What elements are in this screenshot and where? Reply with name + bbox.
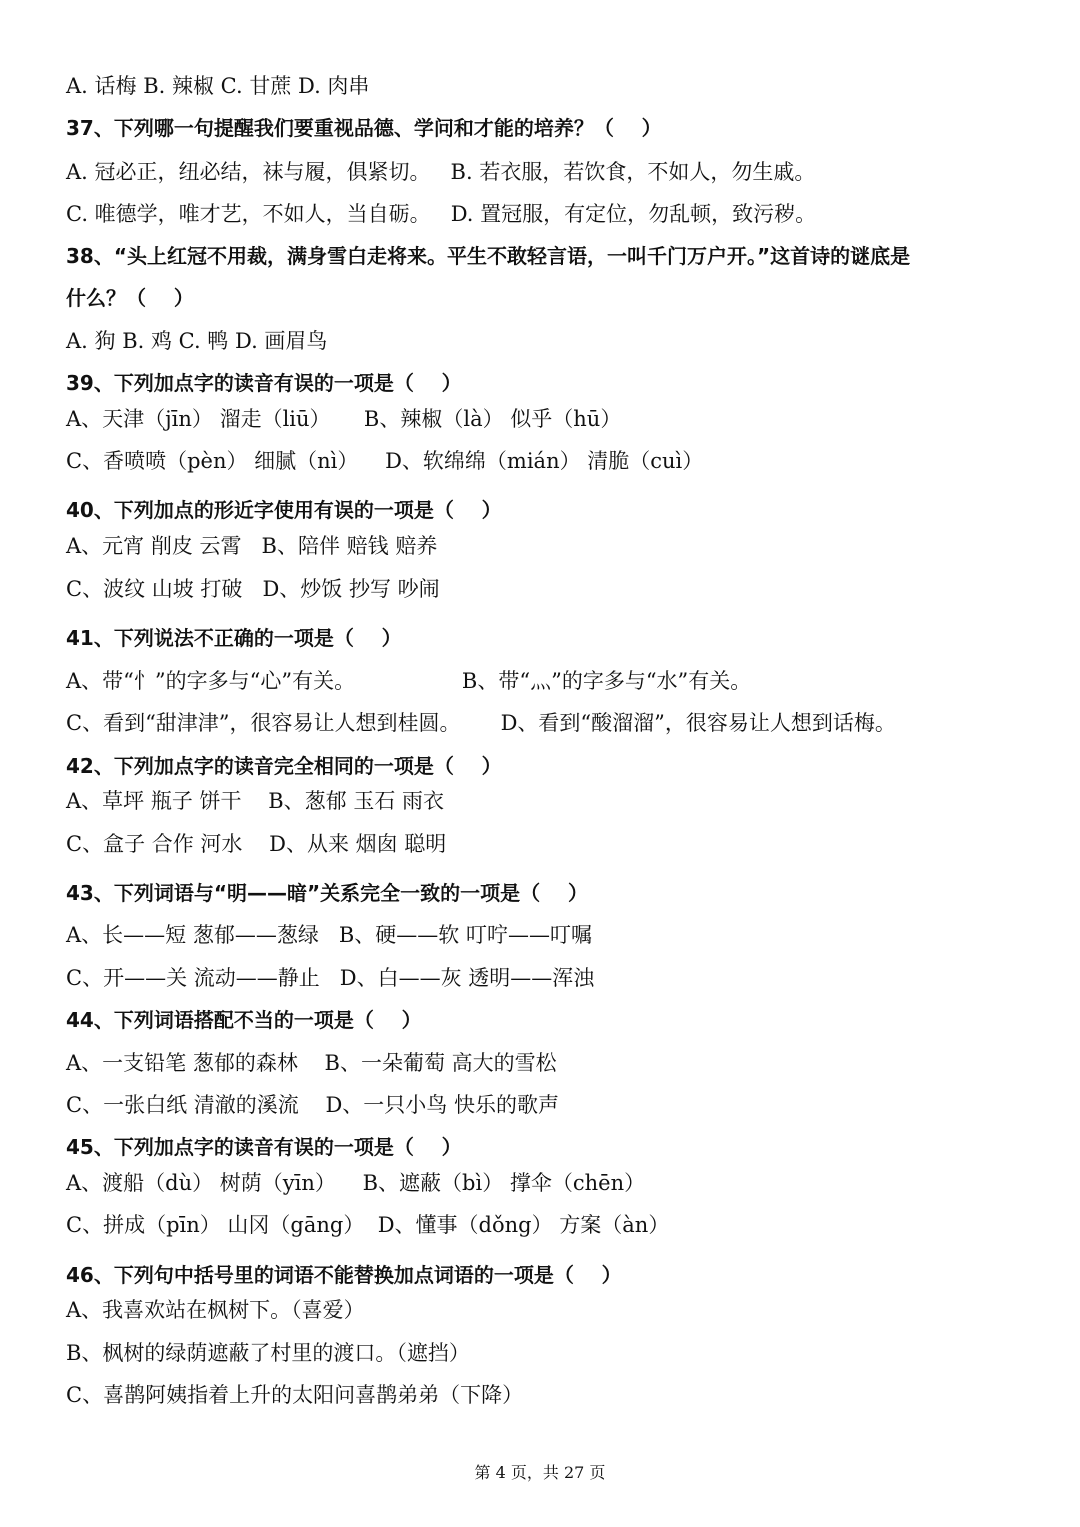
option-line: C、喜鹊阿姨指着上升的太阳问喜鹊弟弟（下降）	[66, 1383, 524, 1407]
option-line: C、香喷喷（pèn） 细腻（nì） D、软绵绵（mián） 清脆（cuì）	[66, 449, 704, 473]
option-line: A、天津（jīn） 溜走（liū） B、辣椒（là） 似乎（hū）	[66, 407, 622, 431]
option-line: A、长——短 葱郁——葱绿 B、硬——软 叮咛——叮嘱	[66, 923, 592, 947]
question-line: 46、下列句中括号里的词语不能替换加点词语的一项是（ ）	[66, 1263, 622, 1287]
question-line: 43、下列词语与“明——暗”关系完全一致的一项是（ ）	[66, 881, 588, 905]
option-line: C、一张白纸 清澈的溪流 D、一只小鸟 快乐的歌声	[66, 1093, 559, 1117]
option-line: C、看到“甜津津”，很容易让人想到桂圆。 D、看到“酸溜溜”，很容易让人想到话梅。	[66, 711, 896, 735]
option-line: A、我喜欢站在枫树下。（喜爱）	[66, 1298, 365, 1322]
option-line: A、元宵 削皮 云霄 B、陪伴 赔钱 赔养	[66, 534, 438, 558]
page-footer: 第 4 页，共 27 页	[474, 1463, 606, 1482]
option-line: A、草坪 瓶子 饼干 B、葱郁 玉石 雨衣	[66, 789, 444, 813]
option-line: A. 狗 B. 鸡 C. 鸭 D. 画眉鸟	[66, 329, 328, 353]
option-line: C、波纹 山坡 打破 D、炒饭 抄写 吵闹	[66, 577, 440, 601]
option-line: C、开——关 流动——静止 D、白——灰 透明——浑浊	[66, 966, 595, 990]
option-line: C. 唯德学，唯才艺，不如人，当自砺。 D. 置冠服，有定位，勿乱顿，致污秽。	[66, 202, 817, 226]
question-line: 什么？（ ）	[66, 286, 194, 310]
question-line: 39、下列加点字的读音有误的一项是（ ）	[66, 371, 462, 395]
question-line: 41、下列说法不正确的一项是（ ）	[66, 626, 402, 650]
question-line: 45、下列加点字的读音有误的一项是（ ）	[66, 1135, 462, 1159]
option-line: A、一支铅笔 葱郁的森林 B、一朵葡萄 高大的雪松	[66, 1051, 557, 1075]
option-line: A、带“忄”的字多与“心”有关。 B、带“灬”的字多与“水”有关。	[66, 669, 752, 693]
question-line: 40、下列加点的形近字使用有误的一项是（ ）	[66, 498, 502, 522]
question-line: 44、下列词语搭配不当的一项是（ ）	[66, 1008, 422, 1032]
question-line: 37、下列哪一句提醒我们要重视品德、学问和才能的培养？（ ）	[66, 116, 662, 140]
question-line: 42、下列加点字的读音完全相同的一项是（ ）	[66, 754, 502, 778]
option-line: A. 话梅 B. 辣椒 C. 甘蔗 D. 肉串	[66, 74, 370, 98]
option-line: B、枫树的绿荫遮蔽了村里的渡口。（遮挡）	[66, 1341, 470, 1365]
option-line: A. 冠必正，纽必结，袜与履，俱紧切。 B. 若衣服，若饮食，不如人，勿生戚。	[66, 160, 816, 184]
option-line: C、盒子 合作 河水 D、从来 烟囱 聪明	[66, 832, 447, 856]
option-line: A、渡船（dù） 树荫（yīn） B、遮蔽（bì） 撑伞（chēn）	[66, 1171, 646, 1195]
option-line: C、拼成（pīn） 山冈（gāng） D、懂事（dǒng） 方案（àn）	[66, 1213, 670, 1237]
question-line: 38、“头上红冠不用裁，满身雪白走将来。平生不敢轻言语，一叫千门万户开。”这首诗的谜底是	[66, 244, 911, 268]
